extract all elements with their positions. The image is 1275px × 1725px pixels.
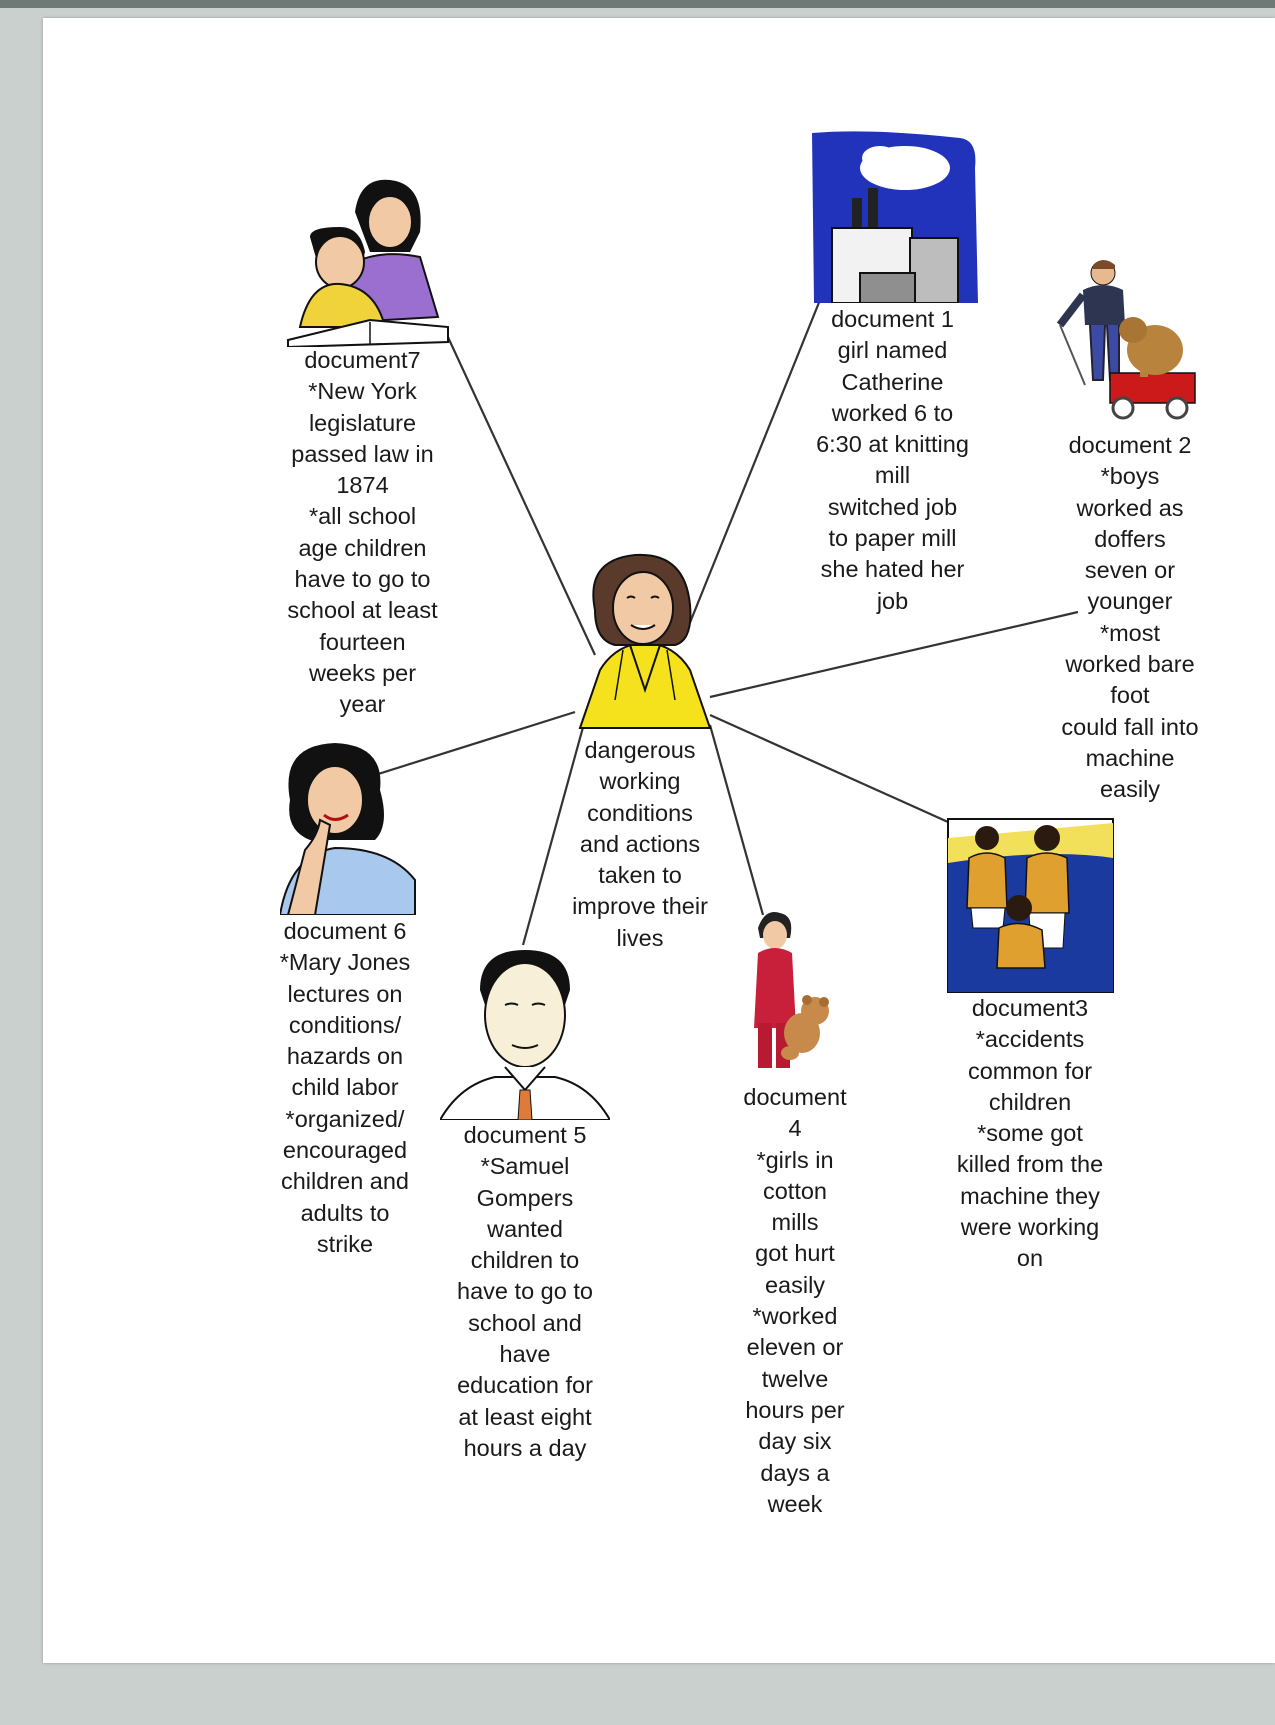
doc6-line: *organized/: [285, 1105, 405, 1132]
line-to-document4: [710, 725, 763, 915]
doc1-line: job: [876, 587, 909, 614]
doc2-line: worked as: [1076, 494, 1184, 521]
document6-text: [255, 916, 435, 1260]
doc1-line: switched job: [827, 493, 958, 520]
samuel-gompers-illustration: [440, 945, 610, 1120]
doc4-line: got hurt: [755, 1240, 835, 1267]
doc5-line: hours a day: [463, 1434, 587, 1461]
document1-text: [800, 304, 985, 617]
doc2-line: seven or: [1084, 557, 1176, 584]
doc4-line: days a: [760, 1459, 830, 1486]
children-in-water-illustration: [947, 818, 1114, 993]
girl-teddy-bear-illustration: [740, 908, 840, 1078]
doc4-line: eleven or: [746, 1334, 844, 1361]
doc4-line: document: [743, 1084, 847, 1110]
doc6-line: child labor: [291, 1074, 399, 1101]
doc6-line: children and: [280, 1168, 410, 1195]
doc1-line: girl named: [837, 337, 948, 364]
doc7-line: have to go to: [294, 566, 431, 593]
doc6-line: hazards on: [286, 1043, 404, 1070]
doc6-line: lectures on: [287, 980, 403, 1007]
doc7-line: age children: [298, 534, 427, 561]
doc2-line: foot: [1110, 682, 1150, 709]
doc2-line: *most: [1099, 619, 1161, 646]
doc7-line: school at least: [287, 597, 438, 624]
center-line: conditions: [587, 799, 693, 826]
doc7-line: document7: [304, 347, 421, 373]
doc3-line: children: [988, 1088, 1072, 1115]
doc3-line: *some got: [977, 1120, 1083, 1147]
doc4-line: *worked: [752, 1303, 838, 1330]
doc1-line: worked 6 to: [831, 399, 954, 426]
doc3-line: common for: [967, 1057, 1093, 1084]
doc2-line: worked bare: [1065, 651, 1195, 678]
doc7-line: weeks per: [308, 659, 417, 686]
doc5-line: have: [499, 1341, 551, 1368]
doc7-line: *New York: [308, 378, 417, 405]
doc6-line: adults to: [300, 1199, 390, 1226]
doc3-line: document3: [971, 995, 1089, 1021]
doc7-line: fourteen: [319, 628, 406, 655]
document2-text: [1040, 430, 1220, 806]
mary-jones-illustration: [280, 740, 420, 915]
doc2-line: easily: [1099, 776, 1161, 803]
doc4-line: *girls in: [756, 1146, 834, 1173]
center-line: working: [599, 768, 681, 795]
doc2-line: younger: [1087, 588, 1173, 615]
doc4-line: 4: [788, 1115, 802, 1142]
doc1-line: mill: [874, 462, 911, 489]
doc5-line: children to: [470, 1247, 580, 1274]
doc6-line: document 6: [283, 918, 407, 944]
doc4-line: twelve: [761, 1365, 829, 1392]
doc1-line: she hated her: [820, 556, 965, 583]
line-to-document3: [710, 715, 948, 822]
center-line: and actions: [579, 830, 701, 857]
doc7-line: year: [339, 691, 386, 718]
center-line: taken to: [598, 862, 682, 889]
doc3-line: *accidents: [975, 1026, 1085, 1053]
doc3-line: killed from the: [956, 1151, 1104, 1178]
doc6-line: strike: [316, 1230, 374, 1257]
doc4-line: mills: [771, 1209, 819, 1236]
center-line: dangerous: [584, 737, 696, 763]
doc2-line: doffers: [1094, 525, 1166, 552]
doc1-line: Catherine: [841, 368, 944, 395]
doc4-line: hours per: [745, 1396, 845, 1423]
doc5-line: document 5: [463, 1122, 587, 1148]
document5-text: [435, 1120, 615, 1464]
doc5-line: *Samuel: [480, 1153, 570, 1180]
mother-reading-illustration: [280, 172, 450, 347]
line-to-document7: [447, 335, 595, 655]
document4-text: [705, 1082, 885, 1520]
doc7-line: 1874: [336, 472, 389, 499]
center-topic-text: [565, 735, 715, 954]
doc2-line: machine: [1085, 744, 1175, 771]
doc3-line: were working: [960, 1214, 1100, 1241]
document3-text: [940, 993, 1120, 1275]
doc7-line: passed law in: [291, 440, 434, 467]
line-to-document2: [710, 612, 1078, 697]
factory-illustration: [810, 128, 980, 303]
doc2-line: document 2: [1068, 432, 1192, 458]
doc4-line: easily: [764, 1271, 826, 1298]
center-woman-illustration: [575, 550, 715, 730]
doc5-line: wanted: [487, 1215, 563, 1242]
doc5-line: education for: [457, 1372, 593, 1399]
doc6-line: conditions/: [288, 1011, 402, 1038]
doc7-line: *all school: [308, 503, 417, 530]
doc2-line: could fall into: [1061, 713, 1199, 740]
doc1-line: document 1: [831, 306, 954, 332]
doc4-line: day six: [758, 1428, 832, 1455]
doc5-line: Gompers: [476, 1184, 574, 1211]
doc3-line: on: [1016, 1245, 1044, 1272]
doc2-line: *boys: [1100, 463, 1160, 490]
doc6-line: *Mary Jones: [279, 949, 411, 976]
center-line: improve their: [572, 893, 708, 920]
doc6-line: encouraged: [282, 1137, 408, 1164]
boy-wagon-dog-illustration: [1055, 255, 1205, 430]
doc1-line: 6:30 at knitting: [816, 431, 969, 458]
doc5-line: have to go to: [457, 1278, 593, 1305]
document7-text: [270, 345, 455, 721]
doc3-line: machine they: [960, 1182, 1100, 1209]
doc5-line: at least eight: [458, 1403, 592, 1430]
doc4-line: cotton: [762, 1177, 828, 1204]
doc5-line: school and: [468, 1309, 582, 1336]
doc1-line: to paper mill: [828, 525, 957, 552]
doc7-line: legislature: [308, 409, 417, 436]
center-line: lives: [616, 924, 664, 951]
doc4-line: week: [767, 1490, 823, 1517]
